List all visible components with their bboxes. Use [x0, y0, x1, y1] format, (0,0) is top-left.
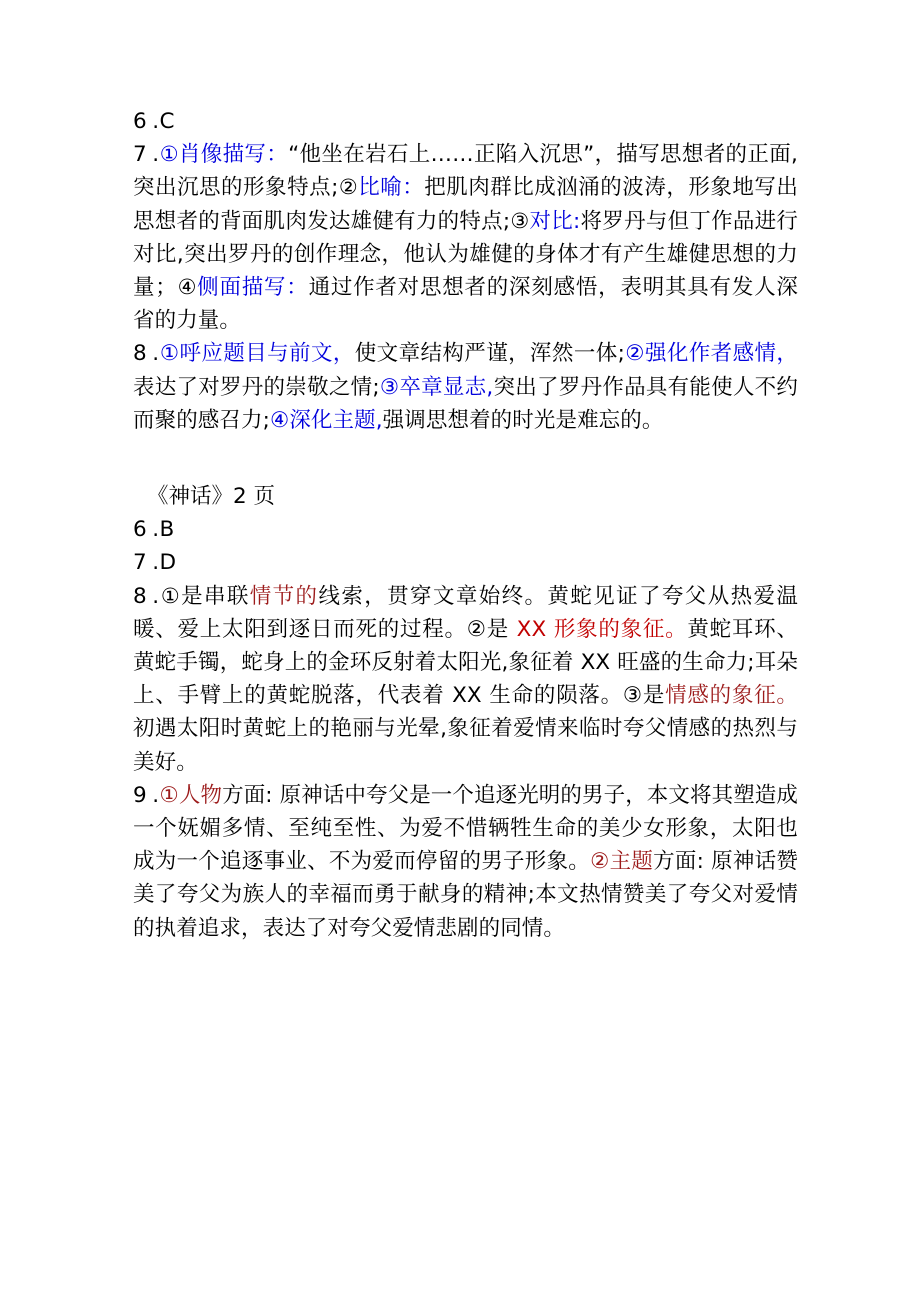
answer-item-6b — [133, 513, 798, 546]
answer-text: 表达了对罗丹的崇敬之情; — [133, 374, 380, 400]
answer-value: D — [159, 550, 177, 576]
question-number: 6 . — [133, 517, 160, 543]
answer-item-9b — [133, 779, 798, 945]
answer-text: 黄蛇耳环、黄蛇手镯，蛇身上的金环反射着太阳光,象征着 XX 旺盛的生命力;耳朵上、手臂上的黄蛇脱落，代表着 XX 生命的陨落。③是 — [133, 616, 798, 709]
emphasis-deepen-theme: ④深化主题, — [269, 407, 383, 433]
emphasis-strengthen-feeling: ②强化作者感情， — [624, 341, 799, 367]
answer-value: B — [159, 517, 175, 543]
emphasis-side-description: 侧面描写： — [197, 275, 309, 301]
circled-marker-1: ① — [159, 142, 179, 167]
emphasis-echo-title: ①呼应题目与前文， — [159, 341, 355, 367]
answer-value: C — [159, 109, 175, 134]
emphasis-portrait-description: 肖像描写： — [178, 142, 289, 168]
emphasis-character-aspect: ①人物 — [159, 782, 223, 808]
section-heading: 《神话》2 页 — [147, 484, 276, 510]
answer-item-7b — [133, 546, 798, 579]
question-number: 8 . — [133, 341, 160, 367]
emphasis-final-theme: ③卒章显志, — [379, 374, 494, 400]
answer-item-8a — [133, 337, 798, 437]
emphasis-xx-image-symbol: XX 形象的象征。 — [516, 616, 688, 642]
circled-marker-4: ④ — [176, 275, 198, 300]
answer-text: 使文章结构严谨，浑然一体; — [354, 341, 625, 367]
answer-text: 线索，贯穿文章始终。黄蛇见证了夸父从热爱温暖、爱上太阳到逐日而死的过程。②是 — [133, 583, 798, 642]
emphasis-plot: 情节的 — [249, 583, 319, 609]
answer-text: 通过作者对思想者的深刻感悟，表明其具有发人深省的力量。 — [133, 275, 798, 334]
answer-text: 方面: 原神话中夸父是一个追逐光明的男子，本文将其塑造成一个妩媚多情、至纯至性、为爱不惜辆牲生命的美少女形象，太阳也成为一个追逐事业、不为爱而停留的男子形象。 — [133, 782, 798, 875]
circled-marker-2: ② — [338, 175, 359, 200]
emphasis-emotion-symbol: 情感的象征。 — [665, 683, 798, 709]
answer-item-8b — [133, 580, 798, 779]
emphasis-metaphor: 比喻： — [358, 175, 425, 201]
document-body — [133, 105, 798, 945]
answer-text: 强调思想着的时光是难忘的。 — [382, 407, 664, 433]
answer-text: 将罗丹与但丁作品进行对比,突出罗丹的创作理念，他认为雄健的身体才有产生雄健思想的力量； — [133, 208, 798, 301]
question-number: 9 . — [133, 782, 160, 808]
question-number: 7 . — [133, 142, 160, 168]
question-number: 6 . — [133, 109, 160, 134]
answer-text: 是串联 — [181, 583, 250, 609]
answer-text: “他坐在岩石上……正陷入沉思”，描写思想者的正面,突出沉思的形象特点; — [133, 142, 798, 201]
answer-text: 方面: 原神话赞美了夸父为族人的幸福而勇于献身的精神;本文热情赞美了夸父对爱情的执着追求，表达了对夸父爱情悲剧的同情。 — [133, 849, 799, 941]
answer-text: 初遇太阳时黄蛇上的艳丽与光晕,象征着爱情来临时夸父情感的热烈与美好。 — [133, 716, 798, 775]
question-number: 7 . — [133, 550, 160, 576]
answer-item-7a — [133, 138, 798, 337]
section-spacer — [133, 437, 798, 480]
circled-marker-3: ③ — [510, 208, 530, 233]
emphasis-contrast: 对比: — [529, 208, 581, 234]
emphasis-theme-aspect: ②主题 — [590, 849, 654, 875]
circled-marker-1: ① — [159, 583, 182, 608]
answer-text: 把肌肉群比成汹涌的波涛，形象地写出思想者的背面肌肉发达雄健有力的特点; — [133, 175, 798, 234]
answer-item-6a — [133, 105, 798, 138]
answer-text: 突出了罗丹作品具有能使人不约而聚的感召力; — [133, 374, 798, 433]
question-number: 8 . — [133, 583, 160, 609]
